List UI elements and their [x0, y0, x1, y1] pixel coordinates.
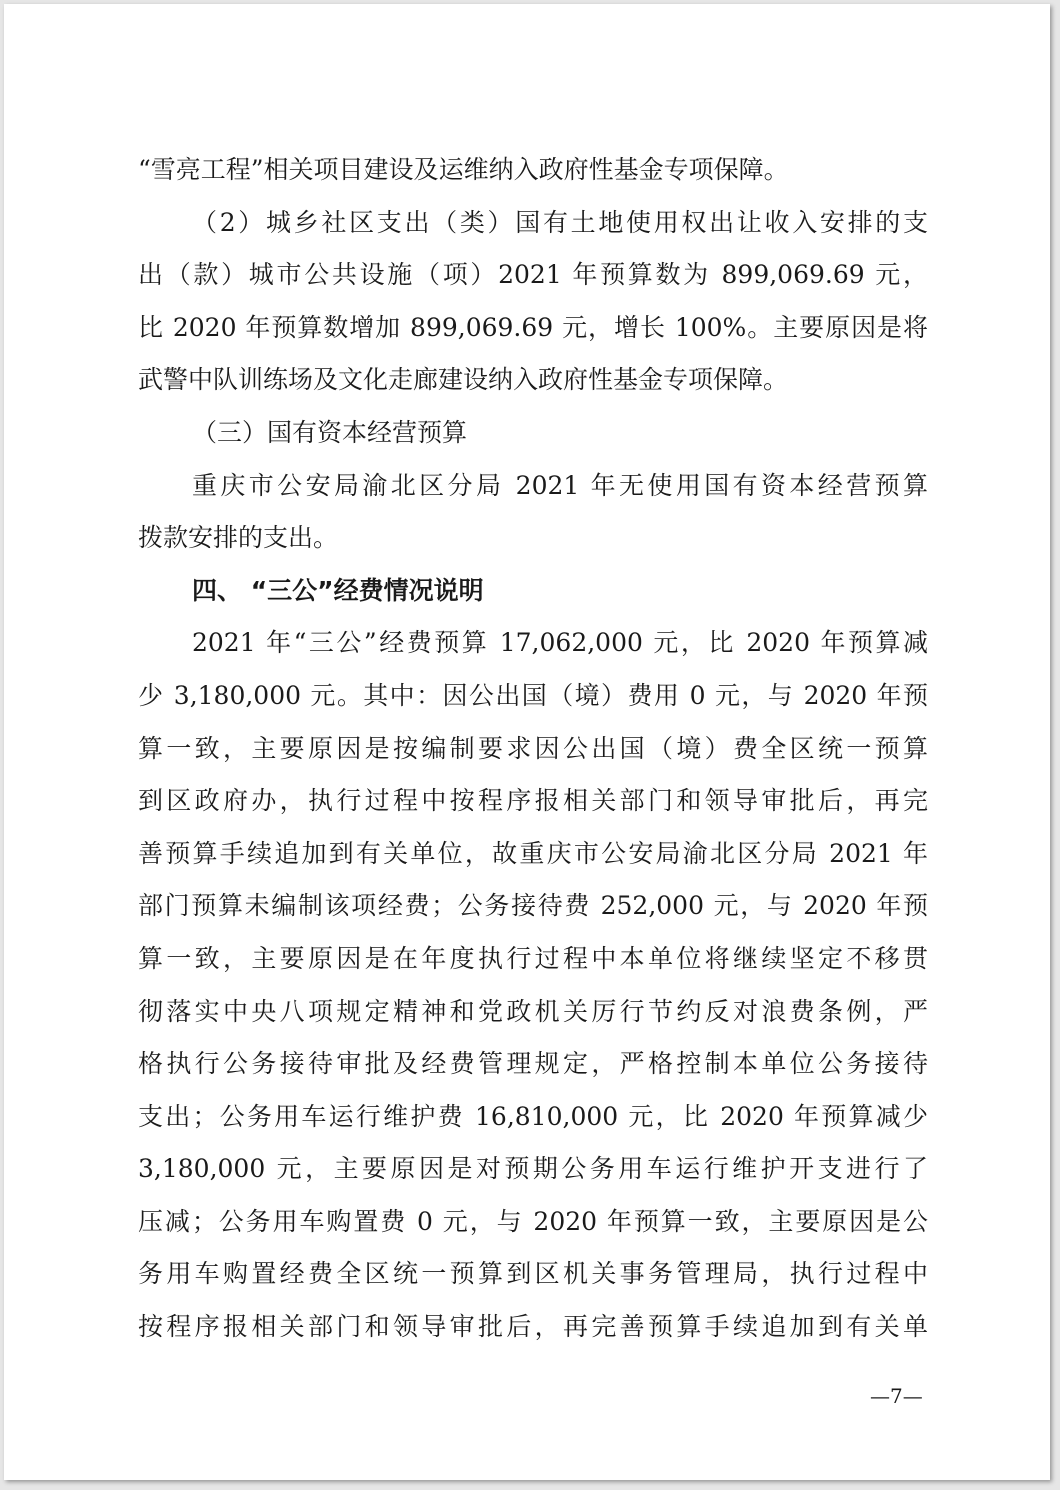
paragraph-line: 善预算手续追加到有关单位，故重庆市公安局渝北区分局 2021 年	[138, 838, 928, 868]
paragraph-line: 比 2020 年预算数增加 899,069.69 元，增长 100%。主要原因是将	[138, 312, 928, 342]
paragraph-line: 到区政府办，执行过程中按程序报相关部门和领导审批后，再完	[138, 786, 928, 816]
paragraph-line: 重庆市公安局渝北区分局 2021 年无使用国有资本经营预算	[192, 470, 928, 500]
paragraph-line: 3,180,000 元，主要原因是对预期公务用车运行维护开支进行了	[138, 1154, 928, 1184]
section-heading: （三）国有资本经营预算	[192, 417, 468, 447]
paragraph-line: 部门预算未编制该项经费；公务接待费 252,000 元，与 2020 年预	[138, 891, 928, 921]
paragraph-line: 按程序报相关部门和领导审批后，再完善预算手续追加到有关单	[138, 1312, 928, 1342]
paragraph-line: 少 3,180,000 元。其中：因公出国（境）费用 0 元，与 2020 年预	[138, 680, 928, 710]
paragraph-line: “雪亮工程”相关项目建设及运维纳入政府性基金专项保障。	[138, 155, 789, 184]
paragraph-line: 支出；公务用车运行维护费 16,810,000 元，比 2020 年预算减少	[138, 1101, 928, 1131]
paragraph-line: 出（款）城市公共设施（项）2021 年预算数为 899,069.69 元，	[138, 260, 928, 290]
document-page	[4, 4, 1050, 1480]
paragraph-line: 算一致，主要原因是在年度执行过程中本单位将继续坚定不移贯	[138, 943, 928, 973]
paragraph-line: 武警中队训练场及文化走廊建设纳入政府性基金专项保障。	[138, 365, 789, 395]
paragraph-line: 拨款安排的支出。	[138, 523, 339, 553]
paragraph-line: 2021 年“三公”经费预算 17,062,000 元，比 2020 年预算减	[192, 628, 928, 658]
paragraph-line: 算一致，主要原因是按编制要求因公出国（境）费全区统一预算	[138, 733, 928, 763]
paragraph-line: 务用车购置经费全区统一预算到区机关事务管理局，执行过程中	[138, 1259, 928, 1289]
paragraph-line: （2）城乡社区支出（类）国有土地使用权出让收入安排的支	[192, 207, 928, 237]
document-body	[138, 144, 928, 1354]
paragraph-line: 压减；公务用车购置费 0 元，与 2020 年预算一致，主要原因是公	[138, 1206, 928, 1236]
paragraph-line: 彻落实中央八项规定精神和党政机关厉行节约反对浪费条例，严	[138, 996, 928, 1026]
paragraph-line: 格执行公务接待审批及经费管理规定，严格控制本单位公务接待	[138, 1049, 928, 1079]
page-number: —7—	[870, 1384, 923, 1408]
section-heading: 四、 “三公”经费情况说明	[192, 575, 484, 605]
